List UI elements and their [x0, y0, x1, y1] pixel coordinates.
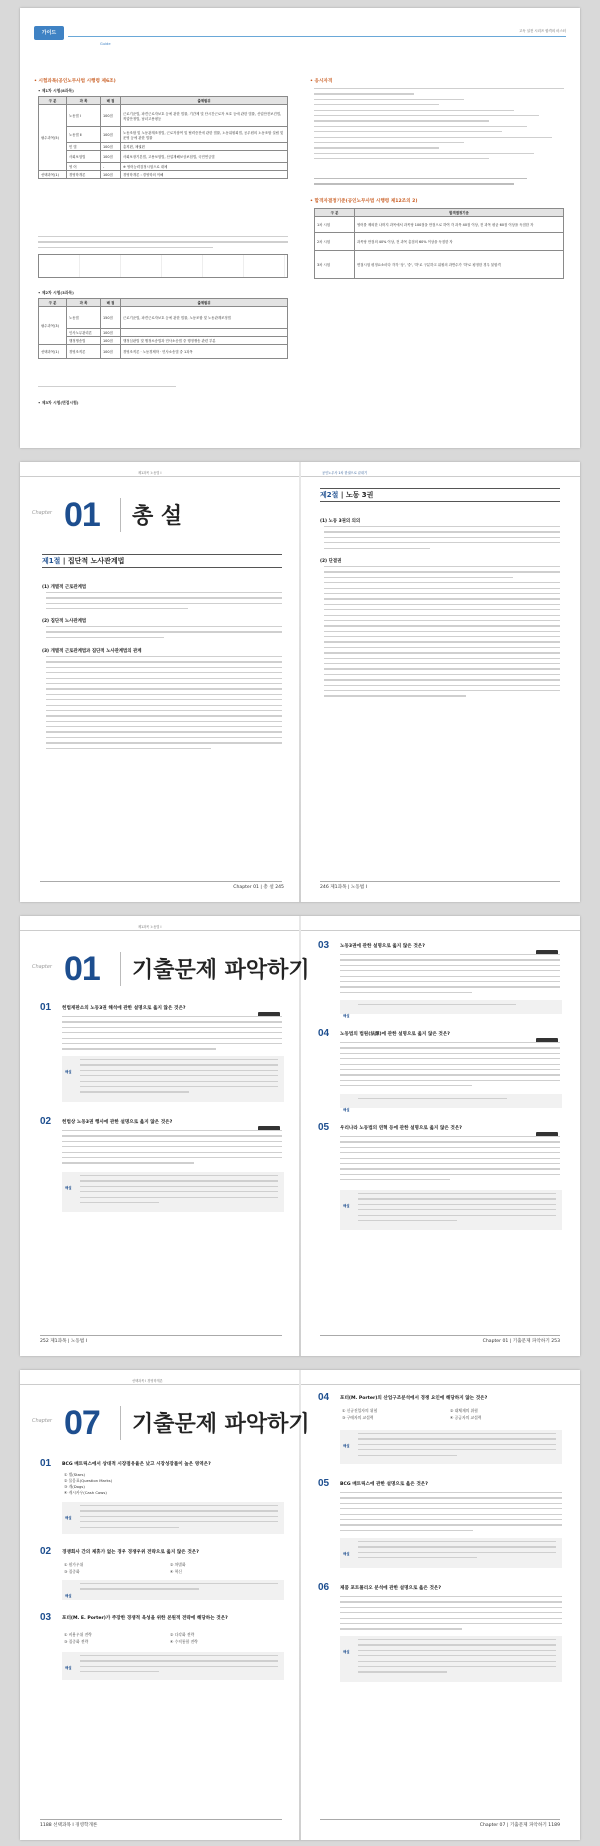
table-cell: 100점 — [101, 151, 121, 163]
option: ④ 혁신 — [170, 1569, 182, 1574]
footer-rule — [320, 1819, 560, 1820]
table-cell: 선택과목(1) — [39, 171, 67, 179]
footer-rule — [320, 881, 560, 882]
question-text: 포터(M. E. Porter)가 주장한 경쟁적 육성을 위한 본원적 전략에 해당하는 것은? — [62, 1616, 228, 1621]
footer-rule — [40, 881, 282, 882]
table-cell: 선택과목(1) — [39, 345, 67, 359]
table-cell: 150점 — [101, 307, 121, 329]
table2-title: • 제2차 시험(3과목) — [38, 290, 74, 295]
explanation-box — [62, 1580, 284, 1600]
subheading: (2) 집단적 노사관계법 — [42, 619, 87, 624]
question-number: 03 — [40, 1612, 52, 1623]
table-cell: 경영학개론 — [67, 171, 101, 179]
table-row — [315, 217, 564, 233]
table1-header: 과 목 — [67, 97, 101, 105]
chapter-title: 기출문제 파악하기 — [132, 1412, 310, 1437]
section-title-pass-criteria: • 합격자결정기준(공인노무사법 시행령 제12조의 2) — [310, 199, 418, 204]
subheading: (1) 개별적 근로관계법 — [42, 585, 87, 590]
question-number: 05 — [318, 1478, 330, 1489]
chapter-number: 01 — [64, 950, 100, 988]
running-title: 고득 실전 시리즈 합격의 마스터 — [519, 29, 566, 33]
subheading: (3) 개별적 근로관계법과 집단적 노사관계법의 관계 — [42, 649, 142, 654]
table-cell: 100점 — [101, 345, 121, 359]
part-label: 제2절 — [320, 491, 339, 499]
chapter-title: 기출문제 파악하기 — [132, 958, 310, 983]
subheading: (2) 단결권 — [320, 559, 342, 564]
option: ④ 공급자의 교섭력 — [450, 1415, 482, 1420]
chapter-label: Chapter — [32, 1418, 52, 1424]
option: ② 물음표(Question Marks) — [64, 1478, 113, 1483]
question-number: 06 — [318, 1582, 330, 1593]
option: ③ 집중화 — [64, 1569, 80, 1574]
table2-header: 과 목 — [67, 299, 101, 307]
option: ④ 캐시카우(Cash Cows) — [64, 1490, 107, 1495]
question-number: 01 — [40, 1002, 52, 1013]
chapter-divider — [120, 952, 121, 986]
explanation-label: 해설 — [343, 1014, 350, 1018]
body-text — [46, 656, 282, 753]
chapter-number: 07 — [64, 1404, 100, 1442]
part-divider: | — [340, 491, 346, 499]
table-cell: 영어를 제외한 나머지 과목에서 과목당 100점을 만점으로 하여 각 과목 40점 이상, 전 과목 평균 60점 이상을 득점한 자 — [355, 217, 564, 233]
question-text: 헌법상 노동3권 행사에 관한 설명으로 옳지 않은 것은? — [62, 1120, 173, 1125]
table-row — [39, 307, 288, 329]
question-number: 02 — [40, 1116, 52, 1127]
body-text — [46, 626, 282, 642]
option: ③ 구매자의 교섭력 — [342, 1415, 374, 1420]
question-number: 04 — [318, 1028, 330, 1039]
option: ④ 수직통합 전략 — [170, 1639, 198, 1644]
table-cell: 노동조합 및 노동관계조정법, 근로자참여 및 협력증진에 관한 법률, 노동위원회법, 공무원의 노동조합 설립 및 운영 등에 관한 법률 — [121, 127, 288, 143]
running-head: 선택과목 I 경영학개론 — [132, 1379, 163, 1383]
table1-header: 배 점 — [101, 97, 121, 105]
option: ② 차별화 — [170, 1562, 186, 1567]
notes-text — [38, 236, 288, 252]
table-cell: 근로기준법, 파견근로자보호 등에 관한 법률, 기간제 및 단시간근로자 보호 등에 관한 법률, 산업안전보건법, 직업안정법, 남녀고용평등 — [121, 105, 288, 127]
running-head-right: 공인노무사 1차 한권으로 끝내기 — [322, 471, 368, 475]
header-rule — [301, 476, 580, 477]
explanation-text — [358, 1193, 556, 1225]
chapter-header — [20, 492, 320, 536]
eligibility-notes — [314, 178, 564, 189]
guide-subtitle: Guide — [100, 42, 111, 46]
pass-criteria-table — [314, 208, 564, 279]
options-text — [340, 954, 560, 997]
header-rule — [20, 1384, 299, 1385]
table-cell: 민 법 — [67, 143, 101, 151]
explanation-text — [358, 1004, 556, 1009]
table1-title: • 제1차 시험(8과목) — [38, 88, 74, 93]
question-text: 우리나라 노동법의 연혁 등에 관한 설명으로 옳지 않은 것은? — [340, 1126, 462, 1131]
section-title-eligibility: • 응시자격 — [310, 79, 333, 84]
explanation-text — [80, 1583, 278, 1594]
question-text: 포터(M. Porter)의 산업구조분석에서 경쟁 요인에 해당하지 않는 것은? — [340, 1396, 488, 1401]
table1-header: 구 분 — [39, 97, 67, 105]
header-rule — [68, 36, 566, 37]
chapter-label: Chapter — [32, 964, 52, 970]
footer-rule — [40, 1335, 282, 1336]
table-row — [39, 151, 288, 163]
question-text: BCG 매트릭스에 관한 설명으로 옳은 것은? — [340, 1482, 428, 1487]
eligibility-text — [314, 88, 564, 163]
explanation-box — [62, 1502, 284, 1534]
page-folio-left: Chapter 01 | 총 설 245 — [233, 885, 284, 890]
table-cell: 사회보장기본법, 고용보험법, 산업재해보상보험법, 국민연금법 — [121, 151, 288, 163]
explanation-text — [358, 1639, 556, 1677]
table2-header: 출제범위 — [121, 299, 288, 307]
first-exam-table — [38, 96, 288, 179]
question-text: BCG 매트릭스에서 상대적 시장점유율은 낮고 시장성장률이 높은 영역은? — [62, 1462, 211, 1467]
running-head: 제1과목 노동법 Ⅰ — [138, 925, 162, 929]
table-row — [315, 251, 564, 279]
question-text: 헌법재판소의 노동3권 해석에 관한 설명으로 옳지 않은 것은? — [62, 1006, 186, 1011]
table-cell: 노동법 Ⅰ — [67, 105, 101, 127]
explanation-box — [340, 1430, 562, 1464]
explanation-box — [62, 1172, 284, 1212]
table-cell: 노동법 — [67, 307, 101, 329]
part-heading-left — [42, 554, 282, 568]
option: ① 원가우위 — [64, 1562, 84, 1567]
options-text — [340, 1042, 560, 1091]
part-label: 제1절 — [42, 557, 61, 565]
option: ③ 집중화 전략 — [64, 1639, 89, 1644]
table-cell: 과목당 만점의 40% 이상, 전 과목 총점의 60% 이상을 득점한 자 — [355, 233, 564, 251]
chapter-divider — [120, 498, 121, 532]
table-cell: 사회보험법 — [67, 151, 101, 163]
option: ① 별(Stars) — [64, 1472, 86, 1477]
explanation-box — [340, 1190, 562, 1230]
explanation-text — [80, 1655, 278, 1677]
table-cell: 영 어 — [67, 163, 101, 171]
question-number: 01 — [40, 1458, 52, 1469]
table-cell: 100점 — [101, 143, 121, 151]
table-cell: ※ 영어능력검정시험으로 대체 — [121, 163, 288, 171]
table-row — [39, 127, 288, 143]
explanation-label: 해설 — [343, 1204, 350, 1208]
option: ③ 개(Dogs) — [64, 1484, 85, 1489]
english-score-table — [38, 254, 288, 278]
question-number: 05 — [318, 1122, 330, 1133]
table-cell: 경영학개론 : 경영학의 이해 — [121, 171, 288, 179]
table-cell: 총칙편, 채권편 — [121, 143, 288, 151]
explanation-text — [80, 1175, 278, 1207]
table2-header: 구 분 — [39, 299, 67, 307]
table1-header: 출제범위 — [121, 97, 288, 105]
explanation-box — [340, 1000, 562, 1018]
chapter-spread-questions-labor — [20, 916, 580, 1356]
table-cell: 경영조직론 — [67, 345, 101, 359]
header-rule — [20, 930, 299, 931]
header-rule — [301, 1384, 580, 1385]
table-cell: 근로기준법, 파견근로자보호 등에 관한 법률, 노동조합 및 노동관계조정법 — [121, 307, 288, 329]
table-row — [39, 143, 288, 151]
explanation-box — [340, 1538, 562, 1568]
third-exam-title: • 제3차 시험(면접시험) — [38, 400, 79, 405]
table-row — [39, 329, 288, 337]
option: ② 다각화 전략 — [170, 1632, 195, 1637]
options-text — [62, 1130, 282, 1168]
body-text — [46, 592, 282, 614]
guide-page — [20, 8, 580, 448]
chapter-label: Chapter — [32, 510, 52, 516]
explanation-label: 해설 — [343, 1108, 350, 1112]
table-cell: 100점 — [101, 127, 121, 143]
table2-header: 배 점 — [101, 299, 121, 307]
explanation-label: 해설 — [343, 1650, 350, 1654]
table-cell: 필수과목(5) — [39, 105, 67, 171]
table-cell: 100점 — [101, 105, 121, 127]
table-row — [39, 163, 288, 171]
page-folio-left: 1188 선택과목 I 경영학개론 — [40, 1823, 98, 1828]
part-title: 집단적 노사관계법 — [67, 557, 125, 565]
table-cell: 1차 시험 — [315, 217, 355, 233]
explanation-box — [340, 1636, 562, 1682]
table-cell: 면접시험 평정요소마다 각각 '상', '중', '하'로 구분하고 위원의 과반수가 '하'로 평정한 경우 불합격 — [355, 251, 564, 279]
body-text — [324, 526, 560, 553]
explanation-text — [80, 1505, 278, 1532]
table-cell: 100점 — [101, 171, 121, 179]
explanation-box — [62, 1056, 284, 1102]
explanation-label: 해설 — [65, 1594, 72, 1598]
option: ① 신규진입자의 위협 — [342, 1408, 378, 1413]
table-cell — [121, 329, 288, 337]
option: ① 비용우위 전략 — [64, 1632, 92, 1637]
table-cell: 3차 시험 — [315, 251, 355, 279]
table-cell: 필수과목(3) — [39, 307, 67, 345]
part-title: 노동 3권 — [345, 491, 374, 499]
explanation-text — [358, 1098, 556, 1103]
page-folio-right: Chapter 07 | 기출문제 파악하기 1189 — [479, 1823, 560, 1828]
body-text — [324, 566, 560, 701]
running-head-left: 제1과목 노동법 Ⅰ — [138, 471, 162, 475]
guide-tab: 가이드 — [34, 26, 64, 40]
question-number: 02 — [40, 1546, 52, 1557]
explanation-label: 해설 — [343, 1552, 350, 1556]
explanation-label: 해설 — [65, 1666, 72, 1670]
table-cell: 인사노무관리론 — [67, 329, 101, 337]
part-divider: | — [62, 557, 68, 565]
table-cell: 행정쟁송법 — [67, 337, 101, 345]
table-cell: 100점 — [101, 329, 121, 337]
chapter-header — [20, 1400, 320, 1444]
table-row — [39, 105, 288, 127]
explanation-box — [62, 1652, 284, 1680]
chapter-spread-overview — [20, 462, 580, 902]
explanation-label: 해설 — [65, 1186, 72, 1190]
explanation-text — [80, 1059, 278, 1097]
table-cell: 노동법 Ⅱ — [67, 127, 101, 143]
table-row — [39, 337, 288, 345]
explanation-label: 해설 — [343, 1444, 350, 1448]
chapter-header — [20, 946, 320, 990]
options-text — [340, 1136, 560, 1185]
explanation-text — [358, 1433, 556, 1460]
table-row — [39, 345, 288, 359]
notes-text — [38, 386, 288, 391]
subheading: (1) 노동 3권의 의의 — [320, 519, 361, 524]
second-exam-table — [38, 298, 288, 359]
question-text: 제품 포트폴리오 분석에 관한 설명으로 옳은 것은? — [340, 1586, 442, 1591]
question-text: 노동법의 법원(法源)에 관한 설명으로 옳지 않은 것은? — [340, 1032, 450, 1037]
options-text — [62, 1016, 282, 1054]
chapter-number: 01 — [64, 496, 100, 534]
table-row — [315, 233, 564, 251]
header-rule — [20, 476, 299, 477]
options-text — [340, 1492, 562, 1535]
table3-header: 합격결정기준 — [355, 209, 564, 217]
table-cell: 행정심판법 및 행정소송법과 민사소송법 중 행정쟁송 관련 부분 — [121, 337, 288, 345]
table3-header: 구 분 — [315, 209, 355, 217]
section-title-subjects: • 시험과목(공인노무사법 시행령 제6조) — [34, 79, 116, 84]
chapter-spread-questions-management — [20, 1370, 580, 1840]
part-heading-right — [320, 488, 560, 502]
page-folio-left: 252 제1과목 | 노동법 Ⅰ — [40, 1339, 88, 1344]
chapter-divider — [120, 1406, 121, 1440]
question-number: 04 — [318, 1392, 330, 1403]
question-text: 노동3권에 관한 설명으로 옳지 않은 것은? — [340, 944, 425, 949]
table-row — [39, 171, 288, 179]
table-cell: - — [101, 163, 121, 171]
header-rule — [301, 930, 580, 931]
explanation-label: 해설 — [65, 1516, 72, 1520]
page-folio-right: Chapter 01 | 기출문제 파악하기 253 — [482, 1339, 560, 1344]
options-text — [340, 1596, 562, 1634]
table-cell: 경영조직론 · 노동경제학 · 민사소송법 중 1과목 — [121, 345, 288, 359]
chapter-title: 총 설 — [132, 504, 183, 529]
footer-rule — [320, 1335, 560, 1336]
explanation-text — [358, 1541, 556, 1563]
table-cell: 2차 시험 — [315, 233, 355, 251]
page-folio-right: 246 제1과목 | 노동법 Ⅰ — [320, 885, 368, 890]
footer-rule — [40, 1819, 282, 1820]
option: ② 대체재의 위협 — [450, 1408, 478, 1413]
explanation-box — [340, 1094, 562, 1112]
table-cell: 100점 — [101, 337, 121, 345]
explanation-label: 해설 — [65, 1070, 72, 1074]
question-text: 경쟁회사 간의 제휴가 없는 경우 경쟁우위 전략으로 옳지 않은 것은? — [62, 1550, 199, 1555]
question-number: 03 — [318, 940, 330, 951]
